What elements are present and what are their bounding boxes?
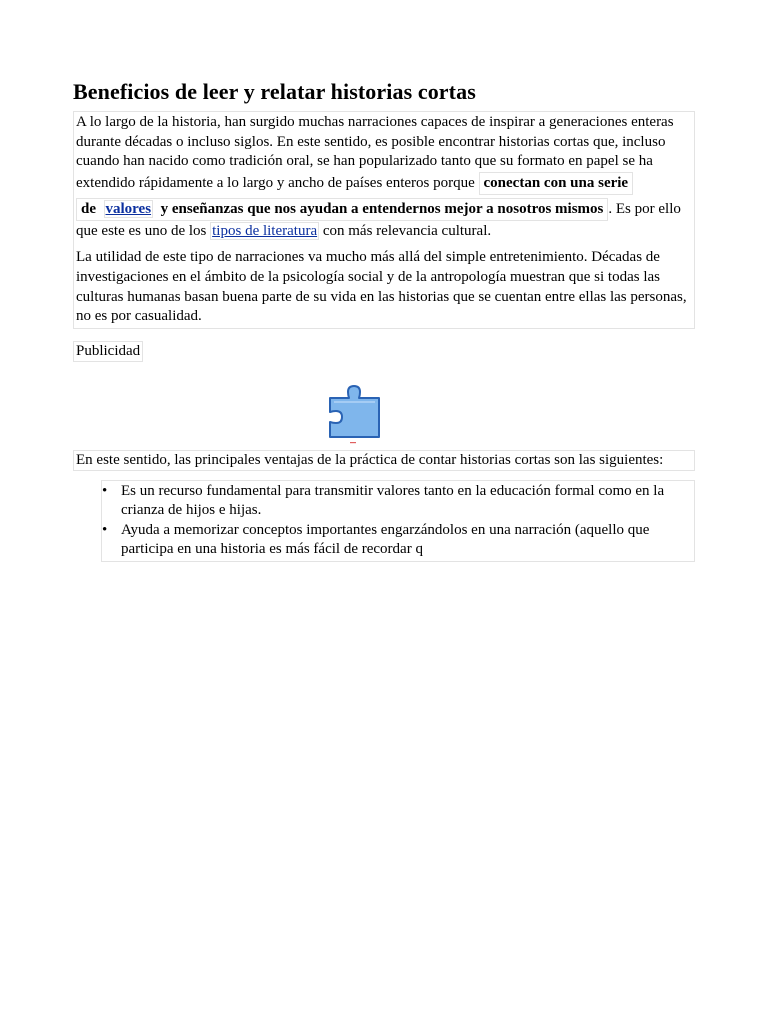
- highlight-de: de: [81, 200, 96, 217]
- link-valores[interactable]: valores: [105, 200, 152, 217]
- bullet-icon: •: [102, 483, 108, 499]
- intro-paragraph-box: [73, 111, 695, 329]
- highlight-conectan: conectan con una serie: [479, 172, 634, 195]
- bullet-icon: •: [102, 521, 108, 538]
- puzzle-piece-icon[interactable]: [328, 384, 382, 446]
- paragraph-1-text-a: A lo largo de la historia, han surgido muchas narraciones capaces de inspirar a generaciones enteras durante décadas o incluso siglos. En este sentido, es posible encontrar historias cortas que, incluso cuando han nacido como tradición oral, se han popularizado tanto que su formato en papel se ha extendido rápidamente a lo largo y ancho de países enteros porque: [76, 114, 674, 191]
- highlight-valores-line: [76, 198, 608, 221]
- article: [73, 78, 695, 558]
- article-title: Beneficios de leer y relatar historias cortas: [73, 79, 476, 104]
- benefits-list: [101, 480, 695, 562]
- ad-label: Publicidad: [73, 341, 143, 362]
- paragraph-2: La utilidad de este tipo de narraciones va mucho más allá del simple entretenimiento. Décadas de investigaciones en el ámbito de la psicología social y de la antropología muestran que si todas las culturas humanas basan buena parte de su vida en las historias que se cuentan entre ellas las personas, no es por casualidad.: [76, 249, 687, 325]
- list-item: [102, 521, 690, 560]
- paragraph-1: [76, 113, 692, 241]
- link-tipos-de-literatura[interactable]: tipos de literatura: [212, 222, 318, 239]
- paragraph-1-text-b: . Es por ello que este es uno de los: [76, 200, 681, 239]
- highlight-ensenanzas: y enseñanzas que nos ayudan a entendernos mejor a nosotros mismos: [160, 200, 604, 217]
- list-item-text: Ayuda a memorizar conceptos importantes engarzándolos en una narración (aquello que participa en una historia es más fácil de recordar q: [121, 521, 650, 558]
- list-item-text: Es un recurso fundamental para transmitir valores tanto en la educación formal como en la crianza de hijos e hijas.: [121, 483, 665, 519]
- list-item: [102, 482, 690, 521]
- list-intro: En este sentido, las principales ventajas de la práctica de contar historias cortas son las siguientes:: [73, 450, 695, 471]
- paragraph-1-text-c: con más relevancia cultural.: [322, 222, 492, 239]
